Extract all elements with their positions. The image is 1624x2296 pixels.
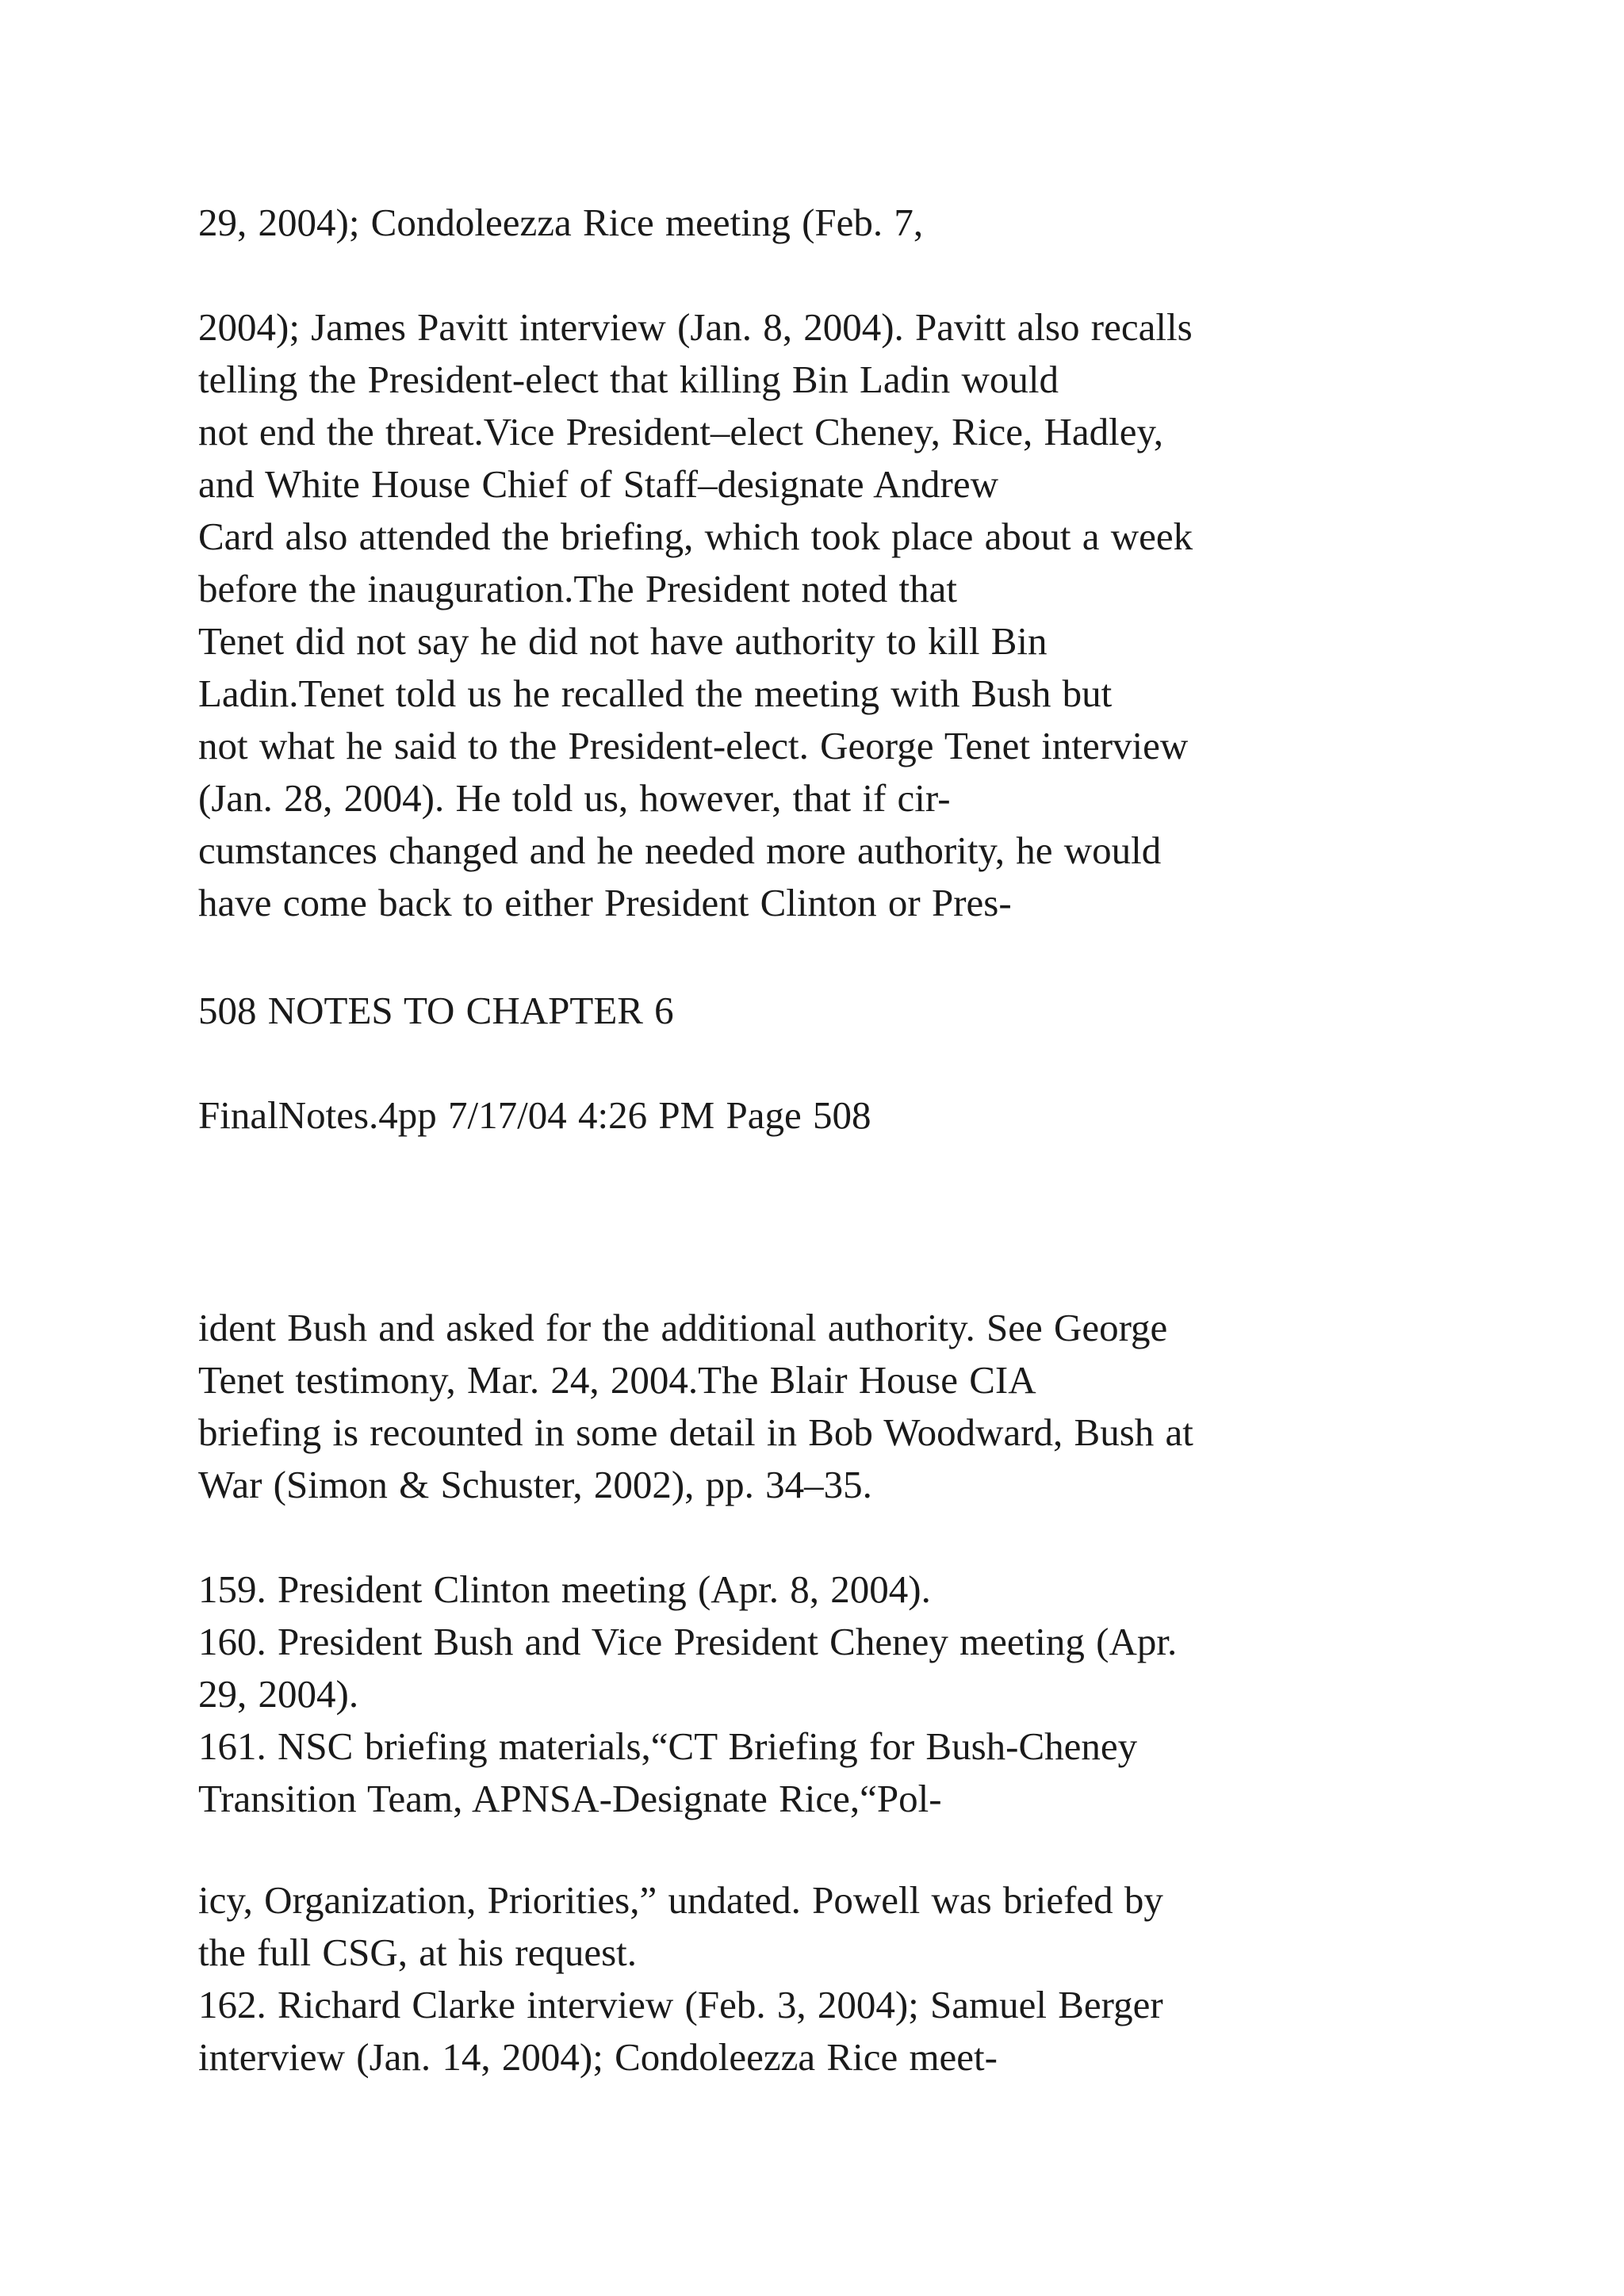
text-line: Tenet did not say he did not have authority to kill Bin — [198, 619, 1048, 663]
text-line: Ladin.Tenet told us he recalled the meeting with Bush but — [198, 672, 1113, 715]
page-footer-chapter — [198, 985, 1483, 1037]
paragraph-continuation-top — [198, 197, 1483, 249]
text-line: and White House Chief of Staff–designate Andrew — [198, 462, 999, 506]
note-160: 160. President Bush and Vice President Cheney meeting (Apr. — [198, 1620, 1178, 1663]
text-line: not what he said to the President-elect. George Tenet interview — [198, 724, 1189, 767]
note-161: 161. NSC briefing materials,“CT Briefing for Bush-Cheney — [198, 1724, 1138, 1768]
text-line: Tenet testimony, Mar. 24, 2004.The Blair House CIA — [198, 1358, 1036, 1402]
text-line: before the inauguration.The President noted that — [198, 567, 958, 610]
text-line: briefing is recounted in some detail in Bob Woodward, Bush at — [198, 1410, 1193, 1454]
text-line: (Jan. 28, 2004). He told us, however, that if cir- — [198, 776, 951, 820]
text-line: 29, 2004). — [198, 1672, 359, 1716]
text-line: 2004); James Pavitt interview (Jan. 8, 2004). Pavitt also recalls — [198, 305, 1193, 349]
text-line: cumstances changed and he needed more authority, he would — [198, 828, 1162, 872]
paragraph-continuation — [198, 1302, 1483, 1511]
text-line: Transition Team, APNSA-Designate Rice,“Pol- — [198, 1777, 942, 1820]
text-line: telling the President-elect that killing Bin Ladin would — [198, 358, 1059, 401]
text-line: War (Simon & Schuster, 2002), pp. 34–35. — [198, 1463, 872, 1506]
notes-list-continued — [198, 1874, 1483, 2084]
text-line: ident Bush and asked for the additional authority. See George — [198, 1306, 1168, 1349]
page-slug — [198, 1089, 1483, 1142]
paragraph-note-158 — [198, 301, 1483, 929]
text-line: Card also attended the briefing, which took place about a week — [198, 515, 1193, 558]
text-line: 29, 2004); Condoleezza Rice meeting (Feb. 7, — [198, 201, 924, 244]
text-line: the full CSG, at his request. — [198, 1931, 638, 1974]
running-footer: 508 NOTES TO CHAPTER 6 — [198, 989, 674, 1032]
note-162: 162. Richard Clarke interview (Feb. 3, 2004); Samuel Berger — [198, 1983, 1163, 2026]
note-159: 159. President Clinton meeting (Apr. 8, 2004). — [198, 1567, 931, 1611]
text-line: not end the threat.Vice President–elect Cheney, Rice, Hadley, — [198, 410, 1164, 453]
text-line: interview (Jan. 14, 2004); Condoleezza Rice meet- — [198, 2035, 998, 2079]
text-line: have come back to either President Clinton or Pres- — [198, 881, 1012, 924]
notes-list — [198, 1563, 1483, 1825]
print-slug: FinalNotes.4pp 7/17/04 4:26 PM Page 508 — [198, 1093, 871, 1137]
text-line: icy, Organization, Priorities,” undated. Powell was briefed by — [198, 1878, 1163, 1922]
